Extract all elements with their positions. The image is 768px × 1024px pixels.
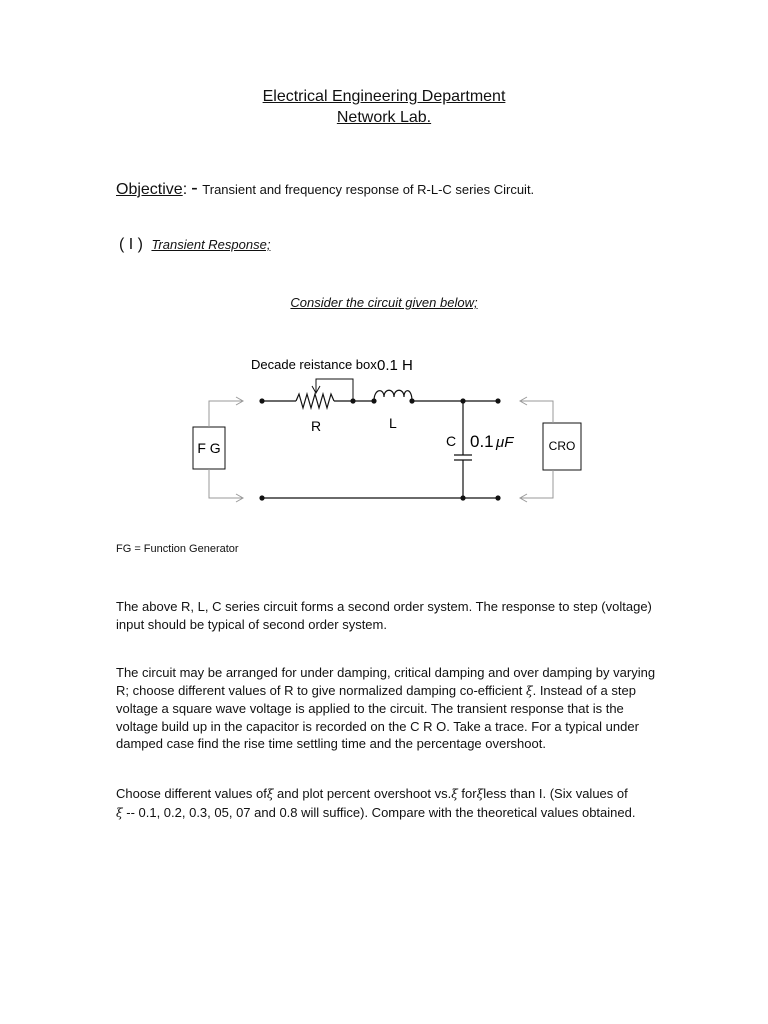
paragraph-2-part1: The circuit may be arranged for under damping, critical damping and over damping by varying R; choose different values of R to give normalized damping co-efficient (116, 665, 656, 698)
paragraph-3 (116, 785, 656, 822)
resistor-symbol (296, 394, 334, 408)
decade-box-label: Decade reistance box (251, 357, 377, 372)
inductance-value: 0.1 H (377, 357, 413, 374)
lab-title: Network Lab. (336, 109, 432, 126)
section-title: Transient Response; (151, 237, 271, 252)
fg-label: F G (197, 440, 221, 456)
cro-label: CRO (548, 439, 576, 453)
capacitor-label: C (446, 433, 457, 449)
capacitance-unit: μF (496, 434, 514, 451)
inductor-label: L (389, 415, 397, 431)
paragraph-2-part2: . Instead of a step voltage a square wave voltage is applied to the circuit. The transient response that is the voltage build up in the capacitor is recorded on the C R O. Take a trace. For a typical under damped case find the rise time settling time and the percentage overshoot. (116, 682, 639, 751)
resistor-label: R (311, 418, 322, 434)
capacitance-value: 0.1 (470, 432, 494, 451)
paragraph-3-part1: Choose different values of (116, 786, 267, 801)
circuit-nodes (259, 398, 500, 500)
paragraph-3-part2: and plot percent overshoot vs. (273, 786, 452, 801)
objective-label: Objective (116, 181, 183, 198)
xi-symbol: ξ (476, 787, 484, 801)
objective-colon: : (182, 181, 188, 198)
paragraph-2 (116, 664, 656, 753)
paragraph-3-part5: -- 0.1, 0.2, 0.3, 05, 07 and 0.8 will suffice). Compare with the theoretical values obtained. (126, 804, 636, 820)
objective-text: Transient and frequency response of R-L-C series Circuit. (202, 182, 535, 197)
paragraph-1: The above R, L, C series circuit forms a second order system. The response to step (voltage) input should be typical of second order system. (116, 599, 652, 632)
fg-note: FG = Function Generator (116, 543, 239, 555)
xi-symbol: ξ (525, 683, 533, 698)
objective-dash: - (191, 177, 198, 199)
paragraph-3-part3: for (457, 786, 477, 801)
paragraph-3-part4: less than I. (Six values of (483, 786, 628, 801)
section-number: ( I ) (119, 236, 143, 253)
department-title: Electrical Engineering Department (262, 88, 506, 105)
xi-symbol: ξ (266, 787, 274, 801)
consider-line: Consider the circuit given below; (290, 295, 478, 310)
xi-symbol: ξ (451, 787, 458, 801)
inductor-symbol (374, 390, 412, 401)
xi-symbol: ξ (116, 805, 123, 820)
